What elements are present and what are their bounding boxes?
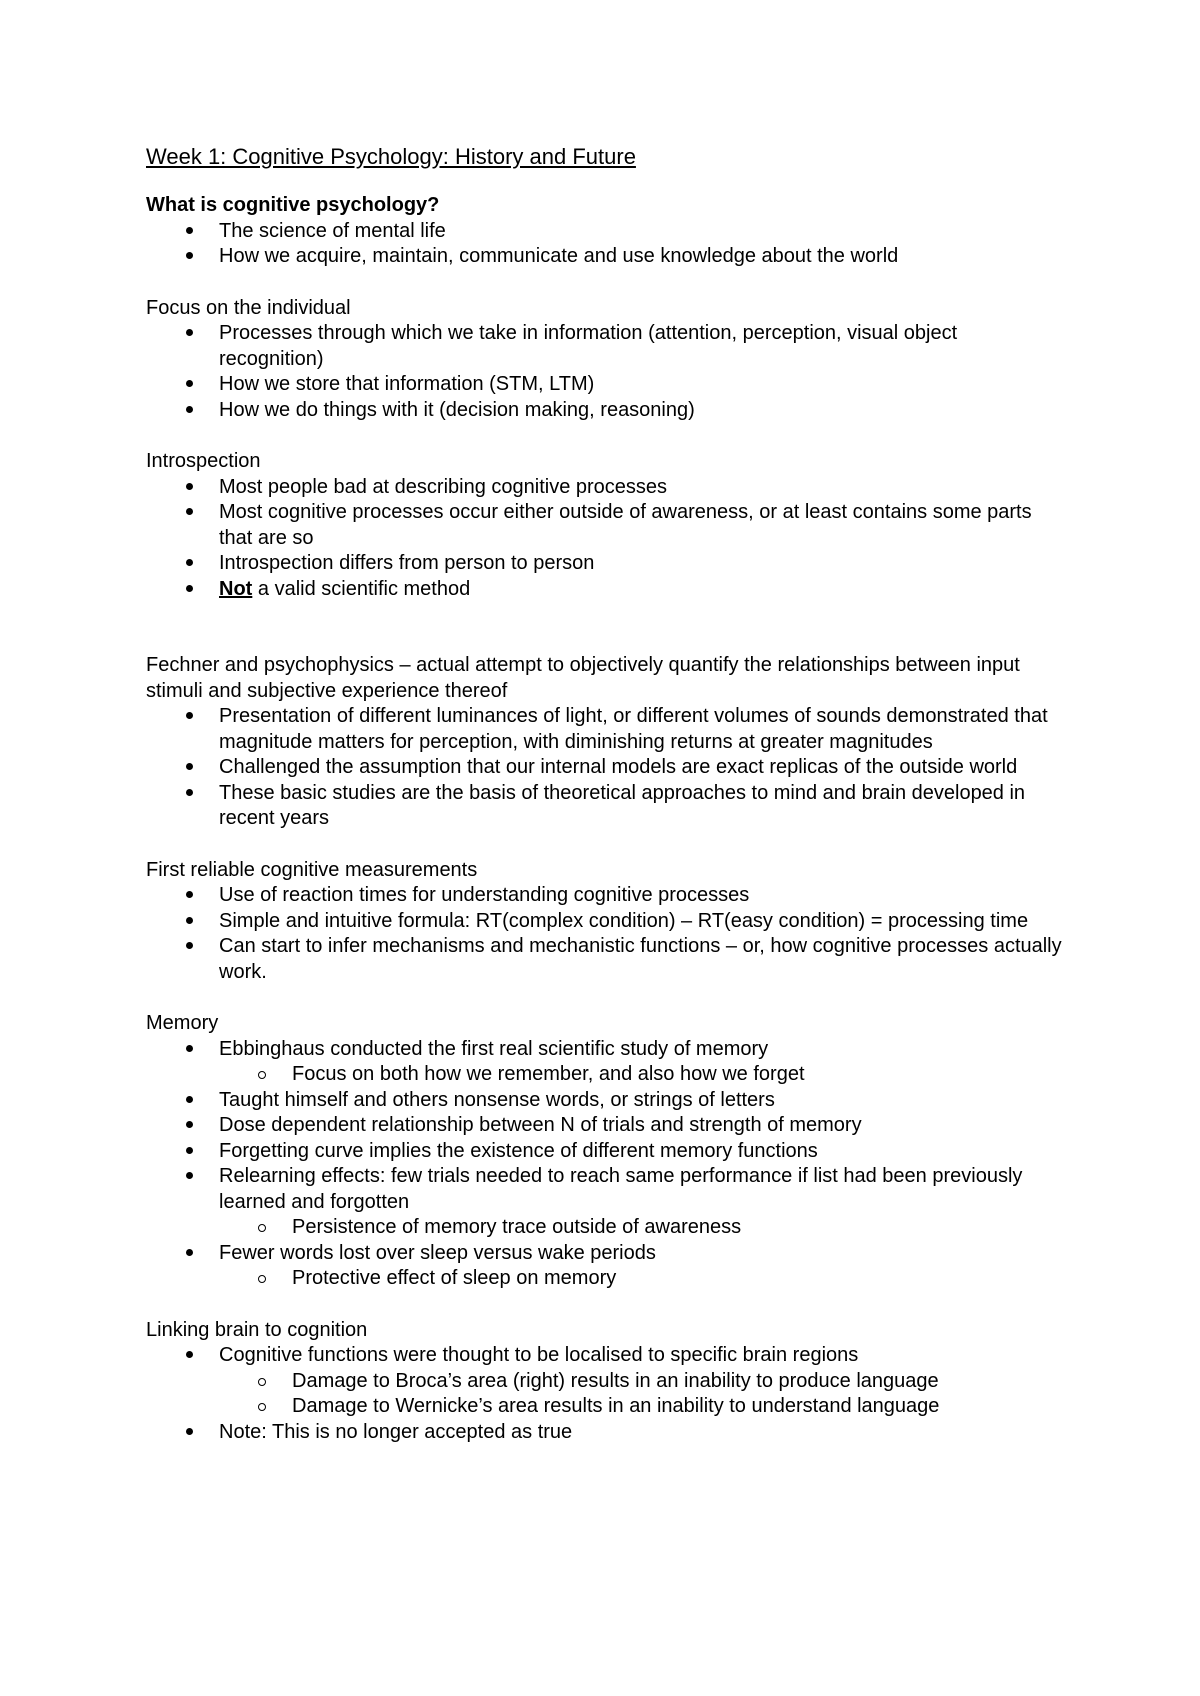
bullet-list	[146, 1343, 1066, 1445]
list-item: How we store that information (STM, LTM)	[146, 372, 1066, 398]
emphasis-not: Not	[219, 577, 253, 600]
list-item: Relearning effects: few trials needed to reach same performance if list had been previously learned and forgotten	[146, 1164, 1066, 1215]
section-what-is	[146, 193, 1066, 270]
section-measurements	[146, 858, 1066, 986]
list-item: Can start to infer mechanisms and mechanistic functions – or, how cognitive processes actually work.	[146, 934, 1066, 985]
section-heading: Focus on the individual	[146, 296, 351, 319]
list-item: Cognitive functions were thought to be localised to specific brain regions	[146, 1343, 1066, 1369]
page-title: Week 1: Cognitive Psychology: History and Future	[146, 144, 636, 169]
document-page	[146, 143, 1066, 1471]
list-item: Note: This is no longer accepted as true	[146, 1420, 1066, 1446]
list-item: Most people bad at describing cognitive processes	[146, 475, 1066, 501]
sub-list-item: Damage to Broca’s area (right) results in an inability to produce language	[146, 1369, 1066, 1395]
list-item: Taught himself and others nonsense words, or strings of letters	[146, 1088, 1066, 1114]
list-item: The science of mental life	[146, 219, 1066, 245]
list-item	[146, 577, 1066, 603]
list-item: Presentation of different luminances of light, or different volumes of sounds demonstrated that magnitude matters for perception, with diminishing returns at greater magnitudes	[146, 704, 1066, 755]
section-heading: First reliable cognitive measurements	[146, 858, 478, 881]
sub-list-item: Damage to Wernicke’s area results in an inability to understand language	[146, 1394, 1066, 1420]
list-item-text: a valid scientific method	[252, 577, 471, 600]
section-heading: What is cognitive psychology?	[146, 194, 440, 216]
list-item: How we acquire, maintain, communicate and use knowledge about the world	[146, 244, 1066, 270]
list-item: Challenged the assumption that our internal models are exact replicas of the outside world	[146, 755, 1066, 781]
list-item: These basic studies are the basis of theoretical approaches to mind and brain developed in recent years	[146, 781, 1066, 832]
bullet-list	[146, 321, 1066, 423]
section-fechner	[146, 653, 1066, 832]
list-item: Fewer words lost over sleep versus wake periods	[146, 1241, 1066, 1267]
list-item: How we do things with it (decision making, reasoning)	[146, 398, 1066, 424]
section-heading: Linking brain to cognition	[146, 1318, 368, 1341]
bullet-list	[146, 1037, 1066, 1292]
bullet-list	[146, 704, 1066, 832]
list-item: Simple and intuitive formula: RT(complex condition) – RT(easy condition) = processing time	[146, 909, 1066, 935]
list-item: Most cognitive processes occur either outside of awareness, or at least contains some parts that are so	[146, 500, 1066, 551]
bullet-list	[146, 219, 1066, 270]
bullet-list	[146, 475, 1066, 603]
section-memory	[146, 1011, 1066, 1292]
list-item: Dose dependent relationship between N of trials and strength of memory	[146, 1113, 1066, 1139]
section-brain-cognition	[146, 1318, 1066, 1446]
list-item: Forgetting curve implies the existence of different memory functions	[146, 1139, 1066, 1165]
section-focus	[146, 296, 1066, 424]
section-heading: Fechner and psychophysics – actual attempt to objectively quantify the relationships between input stimuli and subjective experience thereof	[146, 654, 1020, 702]
list-item: Processes through which we take in information (attention, perception, visual object recognition)	[146, 321, 1066, 372]
list-item: Ebbinghaus conducted the first real scientific study of memory	[146, 1037, 1066, 1063]
section-introspection	[146, 449, 1066, 602]
bullet-list	[146, 883, 1066, 985]
section-heading: Memory	[146, 1012, 219, 1034]
section-heading: Introspection	[146, 450, 261, 472]
sub-list-item: Focus on both how we remember, and also how we forget	[146, 1062, 1066, 1088]
list-item: Introspection differs from person to person	[146, 551, 1066, 577]
sub-list-item: Protective effect of sleep on memory	[146, 1266, 1066, 1292]
sub-list-item: Persistence of memory trace outside of awareness	[146, 1215, 1066, 1241]
list-item: Use of reaction times for understanding cognitive processes	[146, 883, 1066, 909]
